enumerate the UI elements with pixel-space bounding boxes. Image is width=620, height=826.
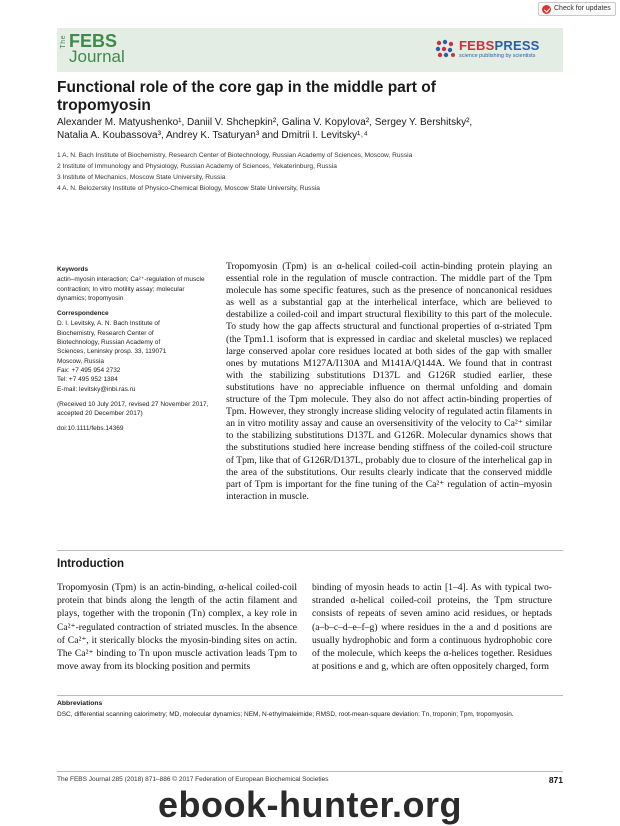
- footer-divider: [57, 771, 563, 772]
- keywords-heading: Keywords: [57, 266, 89, 273]
- article-sidebar: [57, 265, 212, 440]
- correspondence-heading: Correspondence: [57, 310, 109, 318]
- update-badge-icon: [542, 5, 551, 14]
- affiliation-item: 1 A. N. Bach Institute of Biochemistry, Research Center of Biotechnology, Russian Academy of Sciences, Moscow, Russia: [57, 152, 413, 159]
- article-title: Functional role of the core gap in the middle part of tropomyosin: [57, 79, 436, 114]
- watermark: ebook-hunter.org: [158, 784, 462, 825]
- correspondence-line: Fax: +7 495 954 2732: [57, 366, 121, 374]
- journal-prefix: The: [60, 35, 67, 49]
- febs-press-dots-icon: [435, 39, 457, 59]
- section-divider: [57, 550, 563, 551]
- page-number: 871: [548, 775, 563, 785]
- affiliation-item: 4 A. N. Belozersky Institute of Physico-Chemical Biology, Moscow State University, Russia: [57, 185, 320, 192]
- abbreviations-text: DSC, differential scanning calorimetry; MD, molecular dynamics; NEM, N-ethylmaleimide; RMSD, root-mean-square deviation; Tn, troponin; Tpm, tropomyosin.: [57, 711, 514, 718]
- journal-name: FEBS: [69, 31, 118, 51]
- doi-link[interactable]: doi:10.1111/febs.14369: [57, 425, 124, 433]
- correspondence-email[interactable]: E-mail: levitsky@inbi.ras.ru: [57, 385, 136, 393]
- febs-press-logo: [435, 37, 560, 63]
- citation-line: The FEBS Journal 285 (2018) 871–886 © 2017 Federation of European Biochemical Societies: [57, 776, 329, 783]
- received-dates: (Received 10 July 2017, revised 27 November 2017, accepted 20 December 2017): [57, 400, 209, 418]
- check-for-updates-label: Check for updates: [554, 5, 611, 12]
- correspondence-line: Moscow, Russia: [57, 357, 104, 365]
- page-footer: [57, 776, 563, 783]
- correspondence-line: Sciences, Leninsky prosp. 33, 119071: [57, 348, 167, 356]
- correspondence-line: Biotechnology, Russian Academy of: [57, 339, 161, 347]
- intro-column-right: binding of myosin heads to actin [1–4]. As with typical two-stranded α-helical coiled-coil proteins, the Tpm structure consists of repeats of seven amino acid residues, or heptads (a–b–c–d–e–f–g) where residues in the a and d positions are usually hydrophobic and form a continuous hydrophobic core of the molecule, which keeps the α-helices together. Residues at positions e and g, which are often oppositely charged, form: [312, 582, 552, 673]
- abbreviations-divider: [57, 695, 563, 696]
- abstract-text: Tropomyosin (Tpm) is an α-helical coiled-coil actin-binding protein playing an essential role in the regulation of muscle contraction. The middle part of the Tpm molecule has some specific features, such as the presence of noncanonical residues as well as a substantial gap at the interhelical interface, which are believed to destabilize a coiled-coil and impart structural flexibility to this part of the molecule. To study how the gap affects structural and functional properties of α-striated Tpm (the Tpm1.1 isoform that is expressed in cardiac and skeletal muscles) we replaced large conserved apolar core residues located at both sides of the gap with smaller ones by mutations M127A/I130A and M141A/Q144A. We found that in contrast with the stabilizing substitutions D137L and G126R studied earlier, these substitutions have no appreciable influence on thermal unfolding and domain structure of the Tpm molecule. They also do not affect actin-binding properties of Tpm. However, they strongly increase sliding velocity of regulated actin filaments in an in vitro motility assay and cause an oversensitivity of the velocity to Ca²⁺ similar to the stabilizing substitutions D137L and G126R. Molecular dynamics shows that the substitutions studied here increase bending stiffness of the coiled-coil structure of Tpm, like that of G126R/D137L, probably due to closure of the interhelical gap in the area of the substitutions. Our results clearly indicate that the conserved middle part of Tpm is important for the fine tuning of the Ca²⁺ regulation of actin–myosin interaction in muscle.: [226, 261, 552, 502]
- affiliation-item: 3 Institute of Mechanics, Moscow State University, Russia: [57, 174, 226, 181]
- correspondence-line: D. I. Levitsky, A. N. Bach Institute of: [57, 320, 160, 328]
- correspondence-line: Biochemistry, Research Center of: [57, 329, 154, 337]
- author-list: Alexander M. Matyushenko¹, Daniil V. Shchepkin², Galina V. Kopylova², Sergey Y. Bershitsky², Natalia A. Koubassova³, Andrey K. Tsaturyan³ and Dmitrii I. Levitsky¹˒⁴: [57, 117, 473, 141]
- affiliation-item: 2 Institute of Immunology and Physiology, Russian Academy of Sciences, Yekaterinburg, Russia: [57, 163, 337, 170]
- introduction-heading: Introduction: [57, 558, 125, 570]
- correspondence-line: Tel: +7 495 952 1384: [57, 376, 118, 384]
- abbreviations-heading: Abbreviations: [57, 700, 103, 707]
- check-for-updates-button[interactable]: [538, 2, 616, 16]
- journal-word: Journal: [69, 47, 125, 66]
- intro-column-left: Tropomyosin (Tpm) is an actin-binding, α-helical coiled-coil protein that binds along the length of the actin filament and plays, together with the troponin (Tn) complex, a key role in Ca²⁺-regulated contraction of striated muscles. In the absence of Ca²⁺, it sterically blocks the myosin-binding sites on actin. The Ca²⁺ binding to Tn upon muscle activation leads Tpm to move away from its blocking position and permits: [57, 582, 297, 673]
- press-tagline: science publishing by scientists: [459, 53, 536, 59]
- affiliations: [57, 150, 567, 194]
- keywords-text: actin–myosin interaction; Ca²⁺-regulation of muscle contraction; In vitro motility assay; molecular dynamics; tropomyosin: [57, 276, 205, 302]
- press-name: FEBSPRESS: [459, 38, 540, 53]
